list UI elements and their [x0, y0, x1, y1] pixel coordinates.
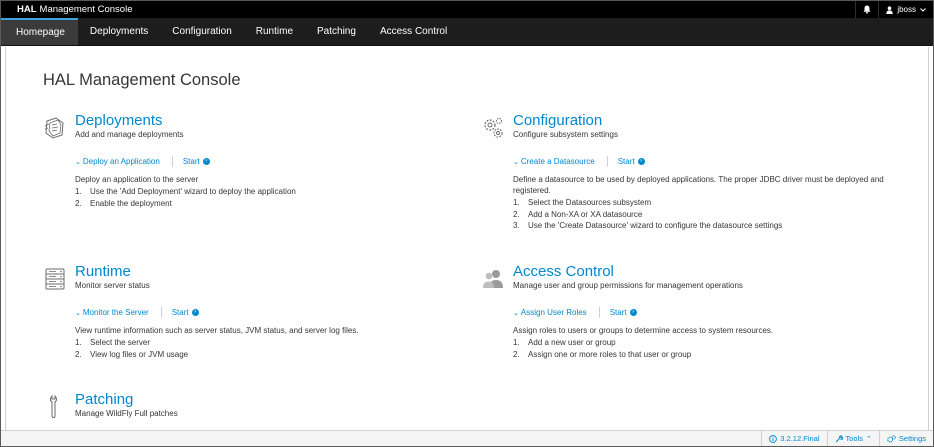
- masthead: [1, 1, 933, 18]
- brand-text: Management Console: [39, 4, 133, 15]
- notifications-button[interactable]: [855, 1, 878, 18]
- start-link[interactable]: Start: [171, 308, 189, 317]
- nav-runtime[interactable]: Runtime: [255, 26, 294, 37]
- start-link[interactable]: Start: [617, 157, 635, 166]
- settings-label: Settings: [898, 434, 926, 443]
- section-subtitle: Manage WildFly Full patches: [75, 409, 178, 418]
- nav-deployments[interactable]: Deployments: [89, 26, 149, 37]
- user-menu[interactable]: [878, 1, 933, 18]
- list-item: 3. Use the 'Create Datasource' wizard to configure the datasource settings: [513, 221, 783, 230]
- section-actions: [75, 307, 199, 318]
- list-item: 2. View log files or JVM usage: [75, 349, 189, 359]
- start-link[interactable]: Start: [609, 308, 627, 317]
- brand[interactable]: [1, 4, 132, 15]
- section-title[interactable]: Patching: [75, 391, 134, 408]
- version-button[interactable]: [761, 431, 826, 446]
- page-title: HAL Management Console: [43, 71, 241, 89]
- chevron-down-icon: ⌄: [75, 158, 81, 166]
- list-item: 2. Add a Non-XA or XA datasource: [513, 209, 643, 219]
- bell-icon: [863, 5, 871, 14]
- list-item: 1. Select the Datasources subsystem: [513, 198, 652, 207]
- info-circle-icon: [769, 435, 777, 443]
- nav-homepage[interactable]: Homepage: [1, 18, 78, 45]
- list-item: 2. Assign one or more roles to that user or group: [513, 349, 692, 359]
- wrench-icon: [835, 435, 843, 443]
- section-description: Assign roles to users or groups to determine access to system resources.: [513, 326, 774, 335]
- arrow-circle-right-icon: ›: [630, 309, 637, 316]
- assign-user-roles-toggle[interactable]: Assign User Roles: [520, 308, 587, 317]
- section-actions: [513, 307, 637, 318]
- user-icon: [886, 6, 893, 14]
- gears-icon: [887, 435, 896, 443]
- arrow-circle-right-icon: ›: [638, 158, 645, 165]
- username: jboss: [897, 5, 916, 14]
- tools-menu[interactable]: [827, 431, 879, 446]
- list-item: 1. Use the 'Add Deployment' wizard to deploy the application: [75, 187, 296, 196]
- chevron-up-icon: ⌃: [866, 435, 872, 443]
- section-title[interactable]: Configuration: [513, 112, 603, 129]
- divider: [607, 156, 608, 167]
- section-steps: [75, 337, 188, 360]
- section-title[interactable]: Access Control: [513, 263, 614, 280]
- nav-access-control[interactable]: Access Control: [379, 26, 448, 37]
- section-runtime: [43, 263, 443, 366]
- chevron-down-icon: ⌄: [75, 309, 81, 317]
- chevron-down-icon: ⌄: [513, 158, 519, 166]
- section-steps: [513, 197, 782, 232]
- divider: [161, 307, 162, 318]
- section-steps: [75, 186, 296, 209]
- section-subtitle: Monitor server status: [75, 281, 150, 290]
- version-label: 3.2.12.Final: [780, 434, 820, 443]
- list-item: 1. Add a new user or group: [513, 338, 616, 347]
- start-link[interactable]: Start: [182, 157, 200, 166]
- section-access-control: [481, 263, 921, 366]
- description-line: Define a datasource to be used by deployed applications. The proper JDBC driver must be deployed and: [513, 175, 884, 184]
- list-item: 1. Select the server: [75, 338, 151, 347]
- arrow-circle-right-icon: ›: [203, 158, 210, 165]
- section-title[interactable]: Deployments: [75, 112, 163, 129]
- footer: [1, 430, 933, 446]
- nav-configuration[interactable]: Configuration: [172, 26, 232, 37]
- server-icon: [43, 266, 67, 292]
- description-line: registered.: [513, 186, 551, 195]
- section-patching: [43, 391, 443, 430]
- section-subtitle: Manage user and group permissions for management operations: [513, 281, 743, 290]
- section-subtitle: Configure subsystem settings: [513, 130, 618, 139]
- list-item: 2. Enable the deployment: [75, 198, 172, 208]
- section-title[interactable]: Runtime: [75, 263, 131, 280]
- deployments-icon: [43, 115, 67, 141]
- section-actions: [513, 156, 645, 167]
- chevron-down-icon: ⌄: [513, 309, 519, 317]
- settings-button[interactable]: [879, 431, 933, 446]
- bandage-icon: [43, 394, 67, 420]
- main-nav: [1, 18, 933, 46]
- section-subtitle: Add and manage deployments: [75, 130, 184, 139]
- section-steps: [513, 337, 691, 360]
- chevron-down-icon: [920, 8, 926, 12]
- tools-label: Tools: [845, 434, 864, 443]
- deploy-application-toggle[interactable]: Deploy an Application: [82, 157, 160, 166]
- section-description: View runtime information such as server status, JVM status, and server log files.: [75, 326, 359, 335]
- create-datasource-toggle[interactable]: Create a Datasource: [520, 157, 595, 166]
- section-description: [513, 174, 913, 196]
- monitor-server-toggle[interactable]: Monitor the Server: [82, 308, 149, 317]
- section-configuration: [481, 112, 921, 240]
- section-actions: [75, 156, 210, 167]
- section-description: Deploy an application to the server: [75, 175, 199, 184]
- divider: [599, 307, 600, 318]
- gears-icon: [481, 115, 505, 141]
- arrow-circle-right-icon: ›: [192, 309, 199, 316]
- divider: [172, 156, 173, 167]
- nav-patching[interactable]: Patching: [317, 26, 356, 37]
- users-icon: [481, 266, 505, 292]
- homepage-content: [5, 47, 929, 430]
- section-deployments: [43, 112, 443, 215]
- brand-bold: HAL: [17, 4, 37, 15]
